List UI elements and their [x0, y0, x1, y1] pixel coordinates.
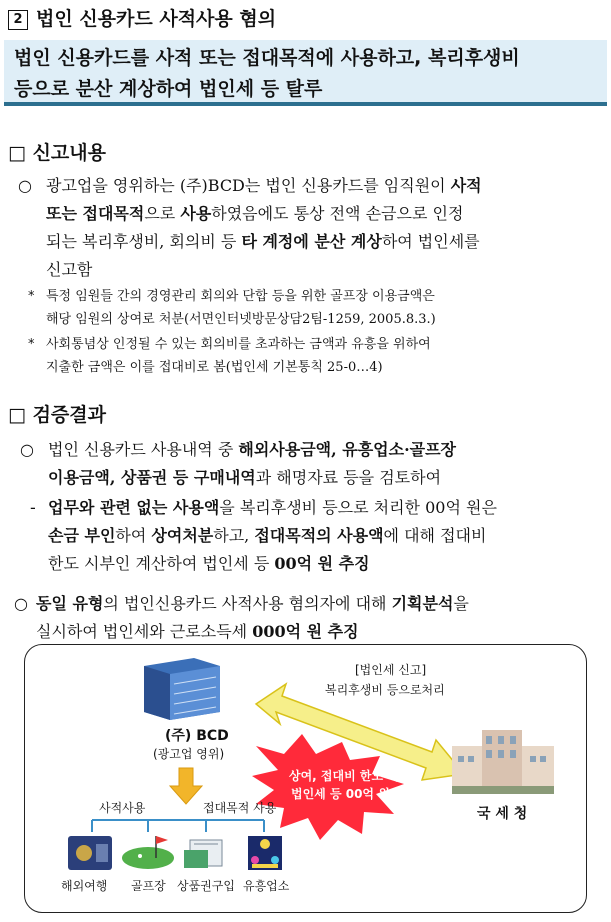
burst-text-2: 법인세 등 00억 원 추징	[291, 787, 418, 801]
down-arrow-icon	[170, 768, 202, 804]
result-heading: □ 검증결과	[8, 404, 106, 426]
nts-building-icon	[452, 730, 554, 794]
report-heading: □ 신고내용	[8, 142, 106, 164]
result-paragraph-1	[20, 436, 608, 492]
burst-text-1: 상여, 접대비 한도 시부인	[289, 769, 423, 783]
result-paragraph-3	[14, 590, 606, 646]
text-run-bold: 손금 부인	[48, 526, 116, 545]
text-run-bold: 동일 유형	[36, 594, 104, 613]
text-run: 하여 법인세를	[381, 232, 480, 251]
banner-line-2: 등으로 분산 계상하여 법인세 등 탈루	[14, 78, 323, 100]
banner-line-1: 법인 신용카드를 사적 또는 접대목적에 사용하고, 복리후생비	[14, 47, 520, 69]
page-title	[8, 4, 276, 31]
text-run: 실시하여 법인세와 근로소득세	[36, 622, 253, 641]
circle-bullet: ○	[20, 440, 34, 459]
summary-banner	[4, 40, 607, 106]
text-run-bold: 업무와 관련 없는 사용액	[48, 498, 220, 517]
filing-description: 복리후생비 등으로처리	[325, 683, 445, 697]
text-run: 하고,	[213, 526, 255, 545]
text-run: 되는 복리후생비, 회의비 등	[46, 232, 242, 251]
note-line: 지출한 금액은 이를 접대비로 봄(법인세 기본통칙 25-0…4)	[46, 360, 383, 375]
text-run-bold: 기획분석	[391, 594, 454, 613]
dash-bullet: -	[30, 498, 36, 517]
text-run: 하여	[115, 526, 152, 545]
text-run: 광고업을 영위하는 (주)BCD는 법인 신용카드를 임직원이	[46, 176, 451, 195]
result-paragraph-2	[30, 494, 608, 578]
text-run-bold: 00억 원 추징	[274, 554, 370, 573]
text-run: 법인 신용카드 사용내역 중	[48, 440, 239, 459]
text-run: 을 복리후생비 등으로 처리한 00억 원은	[219, 498, 497, 517]
passport-icon	[68, 836, 112, 870]
company-building-icon	[144, 658, 220, 720]
text-run: 하였음에도 통상 전액 손금으로 인정	[211, 204, 464, 223]
section-number-box: 2	[8, 10, 28, 30]
text-run-bold: 해외사용금액, 유흥업소·골프장	[238, 440, 457, 459]
item-label-nightclub: 유흥업소	[243, 879, 290, 893]
note-line: 특정 임원들 간의 경영관리 회의와 단합 등을 위한 골프장 이용금액은	[46, 289, 435, 304]
report-note-2	[28, 333, 606, 379]
nts-label: 국 세 청	[477, 806, 528, 822]
text-run-bold: 또는 접대목적	[46, 204, 145, 223]
text-run-bold: 접대목적의 사용액	[254, 526, 384, 545]
text-run-bold: 사적	[450, 176, 482, 195]
company-subtitle: (광고업 영위)	[153, 747, 225, 761]
golf-course-icon	[122, 836, 174, 869]
text-run: 으로	[144, 204, 181, 223]
page-title-text: 법인 신용카드 사적사용 혐의	[36, 8, 277, 30]
circle-bullet: ○	[14, 594, 28, 613]
text-run: 과 해명자료 등을 검토하여	[255, 468, 442, 487]
asterisk-mark: *	[28, 337, 35, 352]
filing-title: [법인세 신고]	[355, 663, 427, 677]
nightclub-icon	[248, 836, 282, 870]
item-label-travel: 해외여행	[61, 879, 108, 893]
report-note-1	[28, 285, 606, 331]
text-run-bold: 이용금액, 상품권 등 구매내역	[48, 468, 256, 487]
category-tree-lines	[92, 820, 264, 832]
flow-diagram	[24, 644, 587, 913]
note-line: 사회통념상 인정될 수 있는 회의비를 초과하는 금액과 유흥을 위하여	[46, 337, 431, 352]
branch-private-label: 사적사용	[99, 801, 146, 815]
branch-entertainment-label: 접대목적 사용	[203, 801, 277, 815]
report-paragraph	[18, 172, 606, 284]
item-label-golf: 골프장	[131, 879, 166, 893]
text-run-bold: 타 계정에 분산 계상	[241, 232, 382, 251]
text-run-bold: 000억 원 추징	[252, 622, 359, 641]
gift-voucher-icon	[184, 840, 222, 868]
text-run: 에 대해 접대비	[383, 526, 487, 545]
text-run: 의 법인신용카드 사적사용 혐의자에 대해	[103, 594, 392, 613]
asterisk-mark: *	[28, 289, 35, 304]
note-line: 해당 임원의 상여로 처분(서면인터넷방문상담2팀-1259, 2005.8.3.)	[46, 312, 436, 327]
company-name: (주) BCD	[165, 728, 229, 744]
text-run: 한도 시부인 계산하여 법인세 등	[48, 554, 275, 573]
item-label-voucher: 상품권구입	[177, 879, 235, 893]
text-run: 신고함	[46, 260, 93, 279]
text-run: 을	[453, 594, 469, 613]
text-run-bold: 상여처분	[151, 526, 214, 545]
circle-bullet: ○	[18, 176, 32, 195]
text-run-bold: 사용	[180, 204, 212, 223]
